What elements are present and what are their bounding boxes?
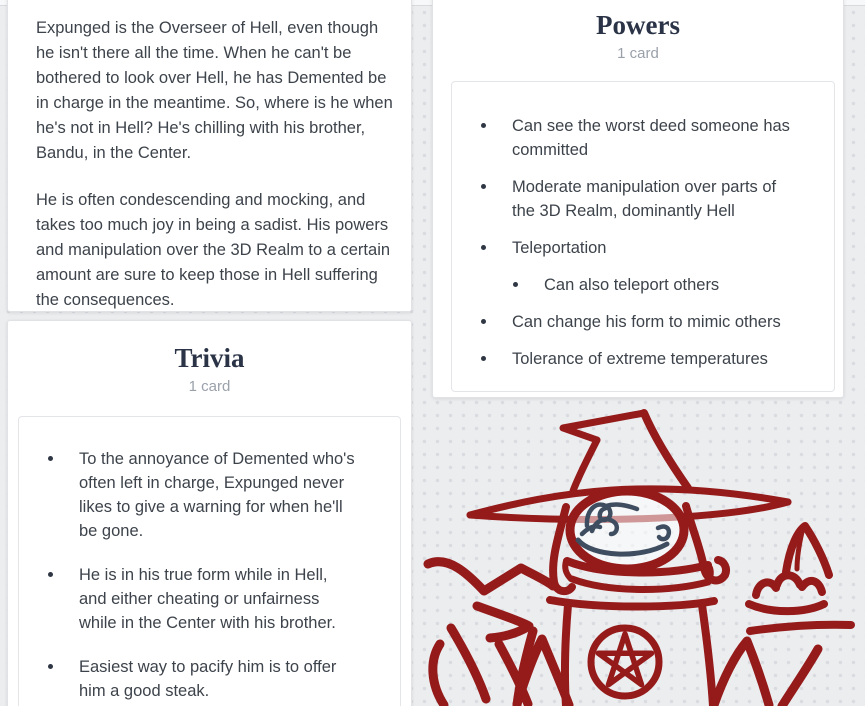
powers-card-count: 1 card: [617, 45, 659, 62]
list-item: To the annoyance of Demented who's often left in charge, Expunged never likes to give a warning for when he'll be gone.: [19, 447, 355, 543]
list-item: Can change his form to mimic others: [452, 310, 794, 334]
powers-card: [451, 81, 835, 392]
list-item: He is in his true form while in Hell, and either cheating or unfairness while in the Center with his brother.: [19, 563, 355, 635]
list-item: Can see the worst deed someone has committed: [452, 114, 794, 162]
powers-section: [432, 0, 844, 398]
wizard-drawing: [420, 398, 865, 706]
list-item: [452, 236, 794, 297]
about-paragraph: Expunged is the Overseer of Hell, even though he isn't there all the time. When he can't be bothered to look over Hell, he has Demented be in charge in the meantime. So, where is he when he's not in Hell? He's chilling with his brother, Bandu, in the Center.: [36, 19, 393, 162]
trivia-section: [7, 320, 412, 706]
pentagram-icon: [591, 628, 659, 696]
trivia-section-title: Trivia: [174, 343, 245, 373]
list-item: Moderate manipulation over parts of the 3D Realm, dominantly Hell: [452, 175, 794, 223]
trivia-list: [19, 447, 355, 703]
about-card: [7, 0, 412, 312]
trivia-card-count: 1 card: [188, 378, 231, 395]
left-wing-icon: [428, 562, 569, 705]
trivia-card: [18, 416, 401, 706]
list-item-text: Teleportation: [512, 239, 607, 257]
powers-section-title: Powers: [596, 10, 680, 40]
right-claw-flame-icon: [749, 526, 851, 631]
list-item: Easiest way to pacify him is to offer him a good steak.: [19, 655, 355, 703]
wizard-face-icon: [570, 491, 684, 569]
powers-list: [452, 114, 794, 371]
list-item: Tolerance of extreme temperatures: [452, 347, 794, 371]
list-item: Can also teleport others: [484, 273, 794, 297]
powers-sublist: [484, 273, 794, 297]
about-paragraph: He is often condescending and mocking, and takes too much joy in being a sadist. His powers and manipulation over the 3D Realm to a certain amount are sure to keep those in Hell suffering the consequences.: [36, 191, 391, 309]
right-legs-icon: [714, 641, 818, 706]
